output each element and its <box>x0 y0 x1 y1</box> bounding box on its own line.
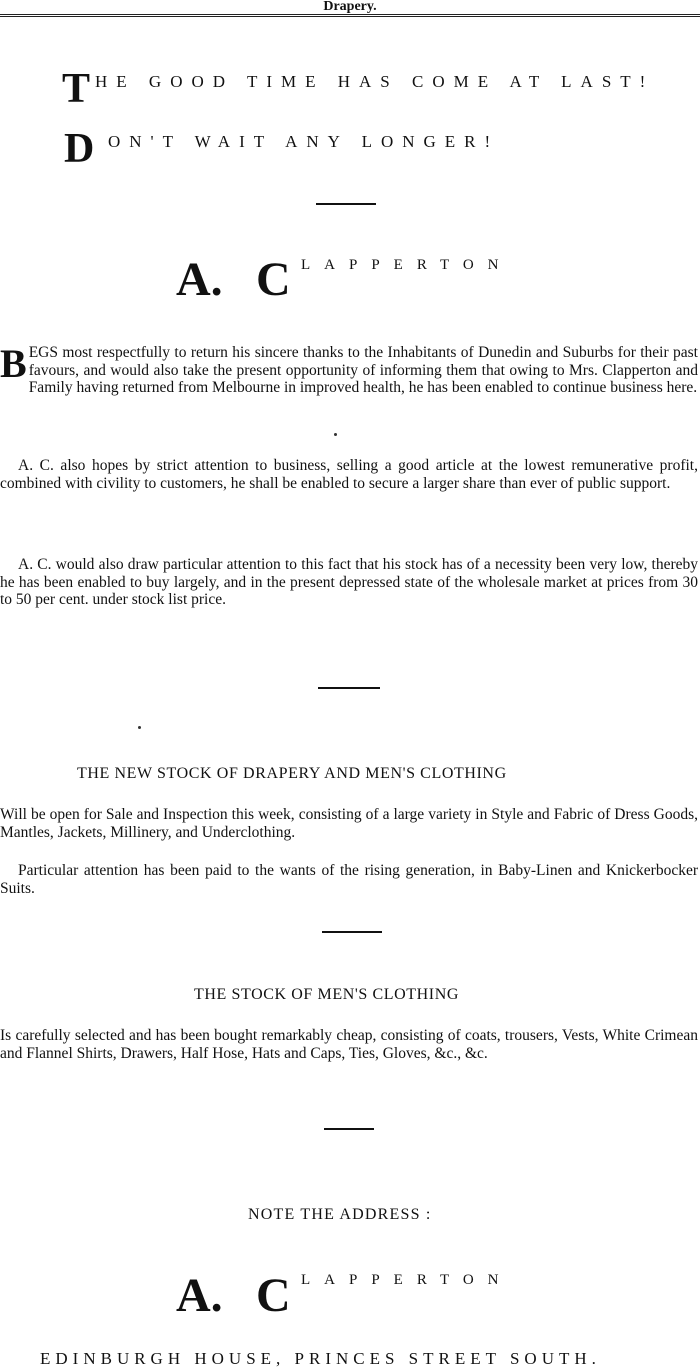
paragraph-text: EGS most respectfully to return his sincere thanks to the Inhabitants of Dunedin and Suburbs for their past favours, and would also take the present opportunity of informing them that owing to Mrs. Clapperton and Family having returned from Melbourne in improved health, he has been enabled to continue business here. <box>28 344 698 396</box>
body-paragraph-3 <box>0 556 698 609</box>
intro-line-1: HE GOOD TIME HAS COME AT LAST! <box>95 72 655 91</box>
paragraph-text: A. C. would also draw particular attention to this fact that his stock has of a necessity been very low, thereby he has been enabled to buy largely, and in the present depressed state of the wholesale market at prices from 30 to 50 per cent. under stock list price. <box>0 556 698 608</box>
divider <box>322 931 382 933</box>
divider <box>318 687 380 689</box>
name-dropcap: C <box>256 253 291 306</box>
paragraph-text: Will be open for Sale and Inspection this week, consisting of a large variety in Style and Fabric of Dress Goods, Mantles, Jackets, Millinery, and Underclothing. <box>0 806 698 841</box>
intro-dropcap-t: T <box>62 66 91 112</box>
intro-line-2: ON'T WAIT ANY LONGER! <box>108 132 500 151</box>
section2-paragraph-1 <box>0 1027 698 1062</box>
section1-paragraph-2 <box>0 862 698 897</box>
paragraph-text: Is carefully selected and has been bought remarkably cheap, consisting of coats, trousers, Vests, White Crimean and Flannel Shirts, Drawers, Half Hose, Hats and Caps, Ties, Gloves, &c., &c. <box>0 1027 698 1062</box>
body-paragraph-1 <box>0 341 698 397</box>
header-rule <box>0 14 700 15</box>
divider <box>316 203 376 205</box>
section-heading-drapery: THE NEW STOCK OF DRAPERY AND MEN'S CLOTHING <box>77 765 507 782</box>
divider <box>324 1128 374 1130</box>
footer-name-dropcap: C <box>256 1269 291 1322</box>
name-initial: A. <box>176 253 223 306</box>
footer-name-initial: A. <box>176 1269 223 1322</box>
section1-paragraph-1 <box>0 806 698 841</box>
footer-name-rest: LAPPERTON <box>301 1272 513 1288</box>
header-rule-double <box>0 16 700 17</box>
paragraph-dropcap-b: B <box>0 341 27 386</box>
paragraph-text: Particular attention has been paid to the wants of the rising generation, in Baby-Linen and Knickerbocker Suits. <box>0 862 698 897</box>
intro-dropcap-d: D <box>64 126 95 172</box>
paragraph-text: A. C. also hopes by strict attention to business, selling a good article at the lowest remunerative profit, combined with civility to customers, he shall be enabled to secure a larger share than ever of public support. <box>0 457 698 492</box>
address-line: EDINBURGH HOUSE, PRINCES STREET SOUTH. <box>40 1349 601 1368</box>
speck <box>138 726 141 729</box>
body-paragraph-2 <box>0 457 698 492</box>
section-title: Drapery. <box>323 0 377 14</box>
note-address-heading: NOTE THE ADDRESS : <box>248 1206 432 1223</box>
speck <box>334 433 337 436</box>
name-rest: LAPPERTON <box>301 257 513 273</box>
section-heading-mens-clothing: THE STOCK OF MEN'S CLOTHING <box>194 986 460 1003</box>
